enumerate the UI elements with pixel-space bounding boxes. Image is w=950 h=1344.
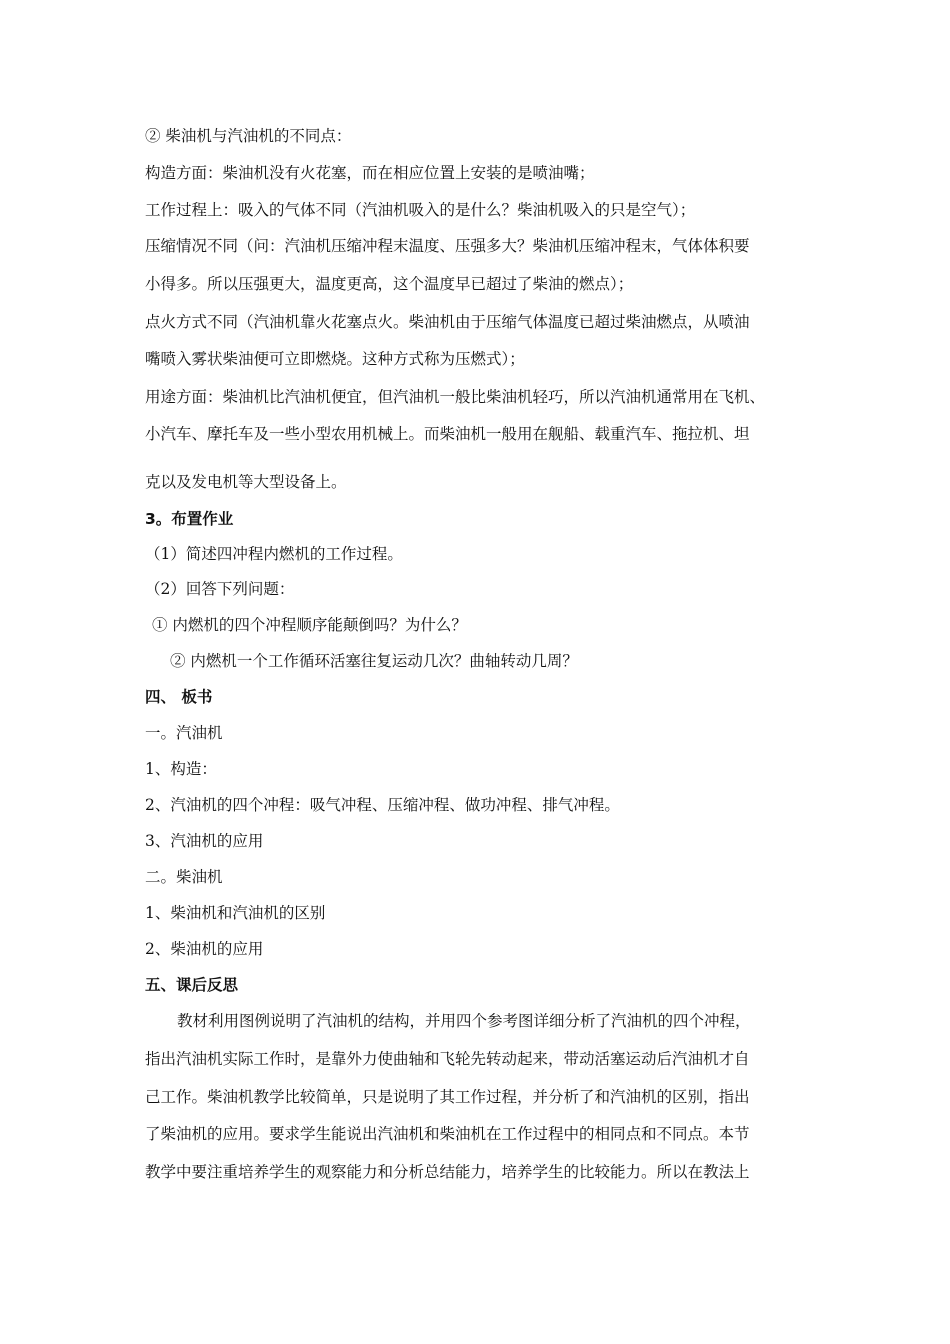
text-line: ② 内燃机一个工作循环活塞往复运动几次？曲轴转动几周？: [170, 652, 578, 670]
text-line: 了柴油机的应用。要求学生能说出汽油机和柴油机在工作过程中的相同点和不同点。本节: [145, 1125, 750, 1143]
text-line: 教学中要注重培养学生的观察能力和分析总结能力，培养学生的比较能力。所以在教法上: [145, 1163, 750, 1181]
text-line: 构造方面：柴油机没有火花塞，而在相应位置上安装的是喷油嘴；: [145, 164, 595, 182]
text-line: 二。柴油机: [145, 868, 223, 886]
text-line: （1）简述四冲程内燃机的工作过程。: [145, 545, 403, 563]
text-line: 指出汽油机实际工作时，是靠外力使曲轴和飞轮先转动起来，带动活塞运动后汽油机才自: [145, 1050, 750, 1068]
text-line: 点火方式不同（汽油机靠火花塞点火。柴油机由于压缩气体温度已超过柴油燃点，从喷油: [145, 313, 750, 331]
text-line: 己工作。柴油机教学比较简单，只是说明了其工作过程，并分析了和汽油机的区别，指出: [145, 1088, 750, 1106]
section-heading: 五、课后反思: [145, 976, 239, 994]
text-line: 1、柴油机和汽油机的区别: [145, 904, 326, 922]
text-line: 工作过程上：吸入的气体不同（汽油机吸入的是什么？柴油机吸入的只是空气）；: [145, 201, 696, 219]
text-line: 2、柴油机的应用: [145, 940, 264, 958]
text-line: 3、汽油机的应用: [145, 832, 264, 850]
text-line: 1、构造：: [145, 760, 217, 778]
text-line: ② 柴油机与汽油机的不同点：: [145, 127, 352, 145]
text-line: 一。汽油机: [145, 724, 223, 742]
text-line: 教材利用图例说明了汽油机的结构，并用四个参考图详细分析了汽油机的四个冲程，: [177, 1012, 751, 1030]
text-line: 2、汽油机的四个冲程：吸气冲程、压缩冲程、做功冲程、排气冲程。: [145, 796, 620, 814]
text-line: 嘴喷入雾状柴油便可立即燃烧。这种方式称为压燃式）；: [145, 350, 525, 368]
text-line: 小得多。所以压强更大，温度更高，这个温度早已超过了柴油的燃点）；: [145, 275, 634, 293]
text-line: 克以及发电机等大型设备上。: [145, 473, 347, 491]
text-line: （2）回答下列问题：: [145, 580, 295, 598]
text-line: 用途方面：柴油机比汽油机便宜，但汽油机一般比柴油机轻巧，所以汽油机通常用在飞机、: [145, 388, 766, 406]
text-line: ① 内燃机的四个冲程顺序能颠倒吗？为什么？: [152, 616, 467, 634]
section-heading: 四、 板书: [145, 688, 213, 706]
text-line: 压缩情况不同（问：汽油机压缩冲程末温度、压强多大？柴油机压缩冲程末，气体体积要: [145, 237, 750, 255]
text-line: 小汽车、摩托车及一些小型农用机械上。而柴油机一般用在舰船、载重汽车、拖拉机、坦: [145, 425, 750, 443]
section-heading: 3。布置作业: [145, 510, 234, 528]
